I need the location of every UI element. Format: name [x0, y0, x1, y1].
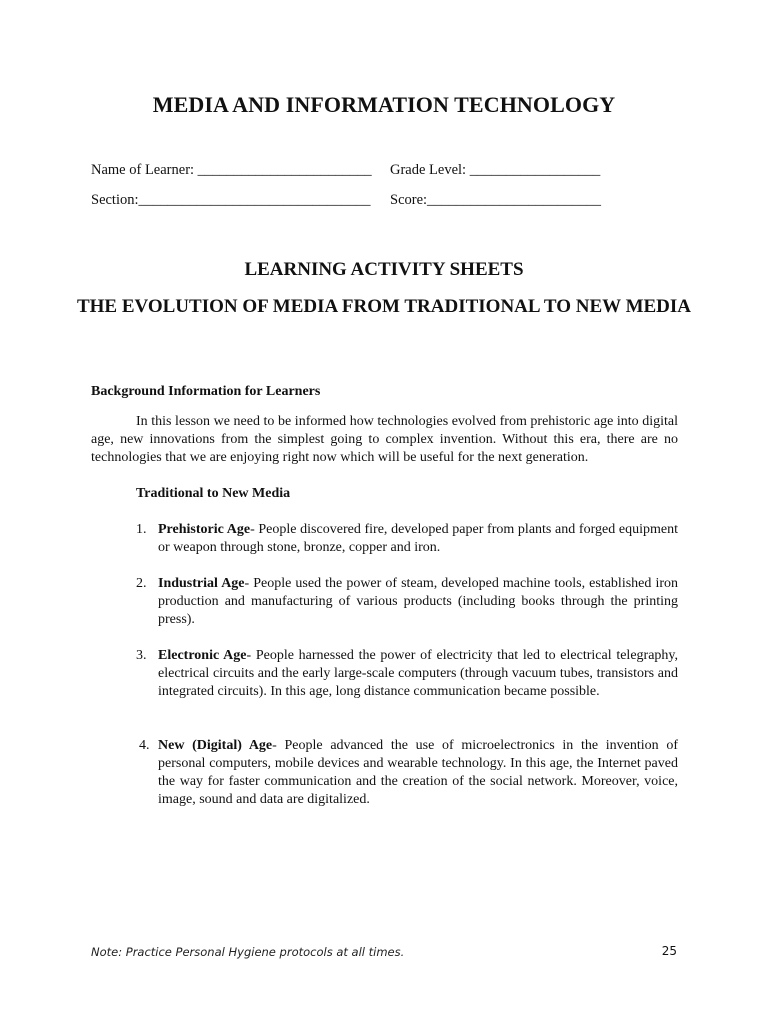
- background-information-label: Background Information for Learners: [91, 384, 321, 399]
- learning-activity-sheets-heading: LEARNING ACTIVITY SHEETS: [244, 259, 524, 280]
- document-title: MEDIA AND INFORMATION TECHNOLOGY: [152, 92, 616, 117]
- grade-level-field: Grade Level: __________________: [390, 162, 601, 178]
- list-item-term: Industrial Age: [158, 576, 245, 591]
- list-item-text: - People advanced the use of microelectronics in the invention of personal computers, mobile devices and wearable technology. In this age, the Internet paved the way for faster communication and the creation of the social network. Moreover, voice, image, sound and data are digitalized.: [158, 738, 678, 807]
- evolution-of-media-heading: THE EVOLUTION OF MEDIA FROM TRADITIONAL TO NEW MEDIA: [76, 296, 692, 317]
- list-item-term: New (Digital) Age: [158, 738, 273, 753]
- list-item-number: 4.: [139, 738, 150, 753]
- list-item-number: 2.: [136, 576, 147, 591]
- list-item-body: [158, 737, 678, 809]
- list-item-body: [158, 575, 678, 629]
- list-item-number: 3.: [136, 648, 147, 663]
- score-field: Score:________________________: [390, 192, 602, 208]
- list-item-body: [158, 521, 678, 557]
- list-item-number: 1.: [136, 522, 147, 537]
- traditional-to-new-media-label: Traditional to New Media: [136, 486, 291, 501]
- section-field: Section:________________________________: [91, 192, 371, 208]
- list-item-term: Prehistoric Age: [158, 522, 251, 537]
- page-number: 25: [661, 944, 677, 958]
- name-of-learner-field: Name of Learner: ________________________: [91, 162, 372, 178]
- list-item-body: [158, 647, 678, 701]
- list-item-text: - People used the power of steam, developed machine tools, established iron production and manufacturing of various products (including books through the printing press).: [158, 576, 678, 627]
- list-item-text: - People discovered fire, developed paper from plants and forged equipment or weapon through stone, bronze, copper and iron.: [158, 522, 678, 555]
- list-item-text: - People harnessed the power of electricity that led to electrical telegraphy, electrical circuits and the early large-scale computers (through vacuum tubes, transistors and integrated circuits). In this age, long distance communication became possible.: [158, 648, 678, 699]
- list-item-term: Electronic Age: [158, 648, 247, 663]
- footer-note: Note: Practice Personal Hygiene protocols at all times.: [91, 945, 405, 959]
- intro-paragraph: In this lesson we need to be informed how technologies evolved from prehistoric age into digital age, new innovations from the simplest going to complex invention. Without this era, there are no technologies that we are enjoying right now which will be useful for the next generation.: [91, 414, 678, 465]
